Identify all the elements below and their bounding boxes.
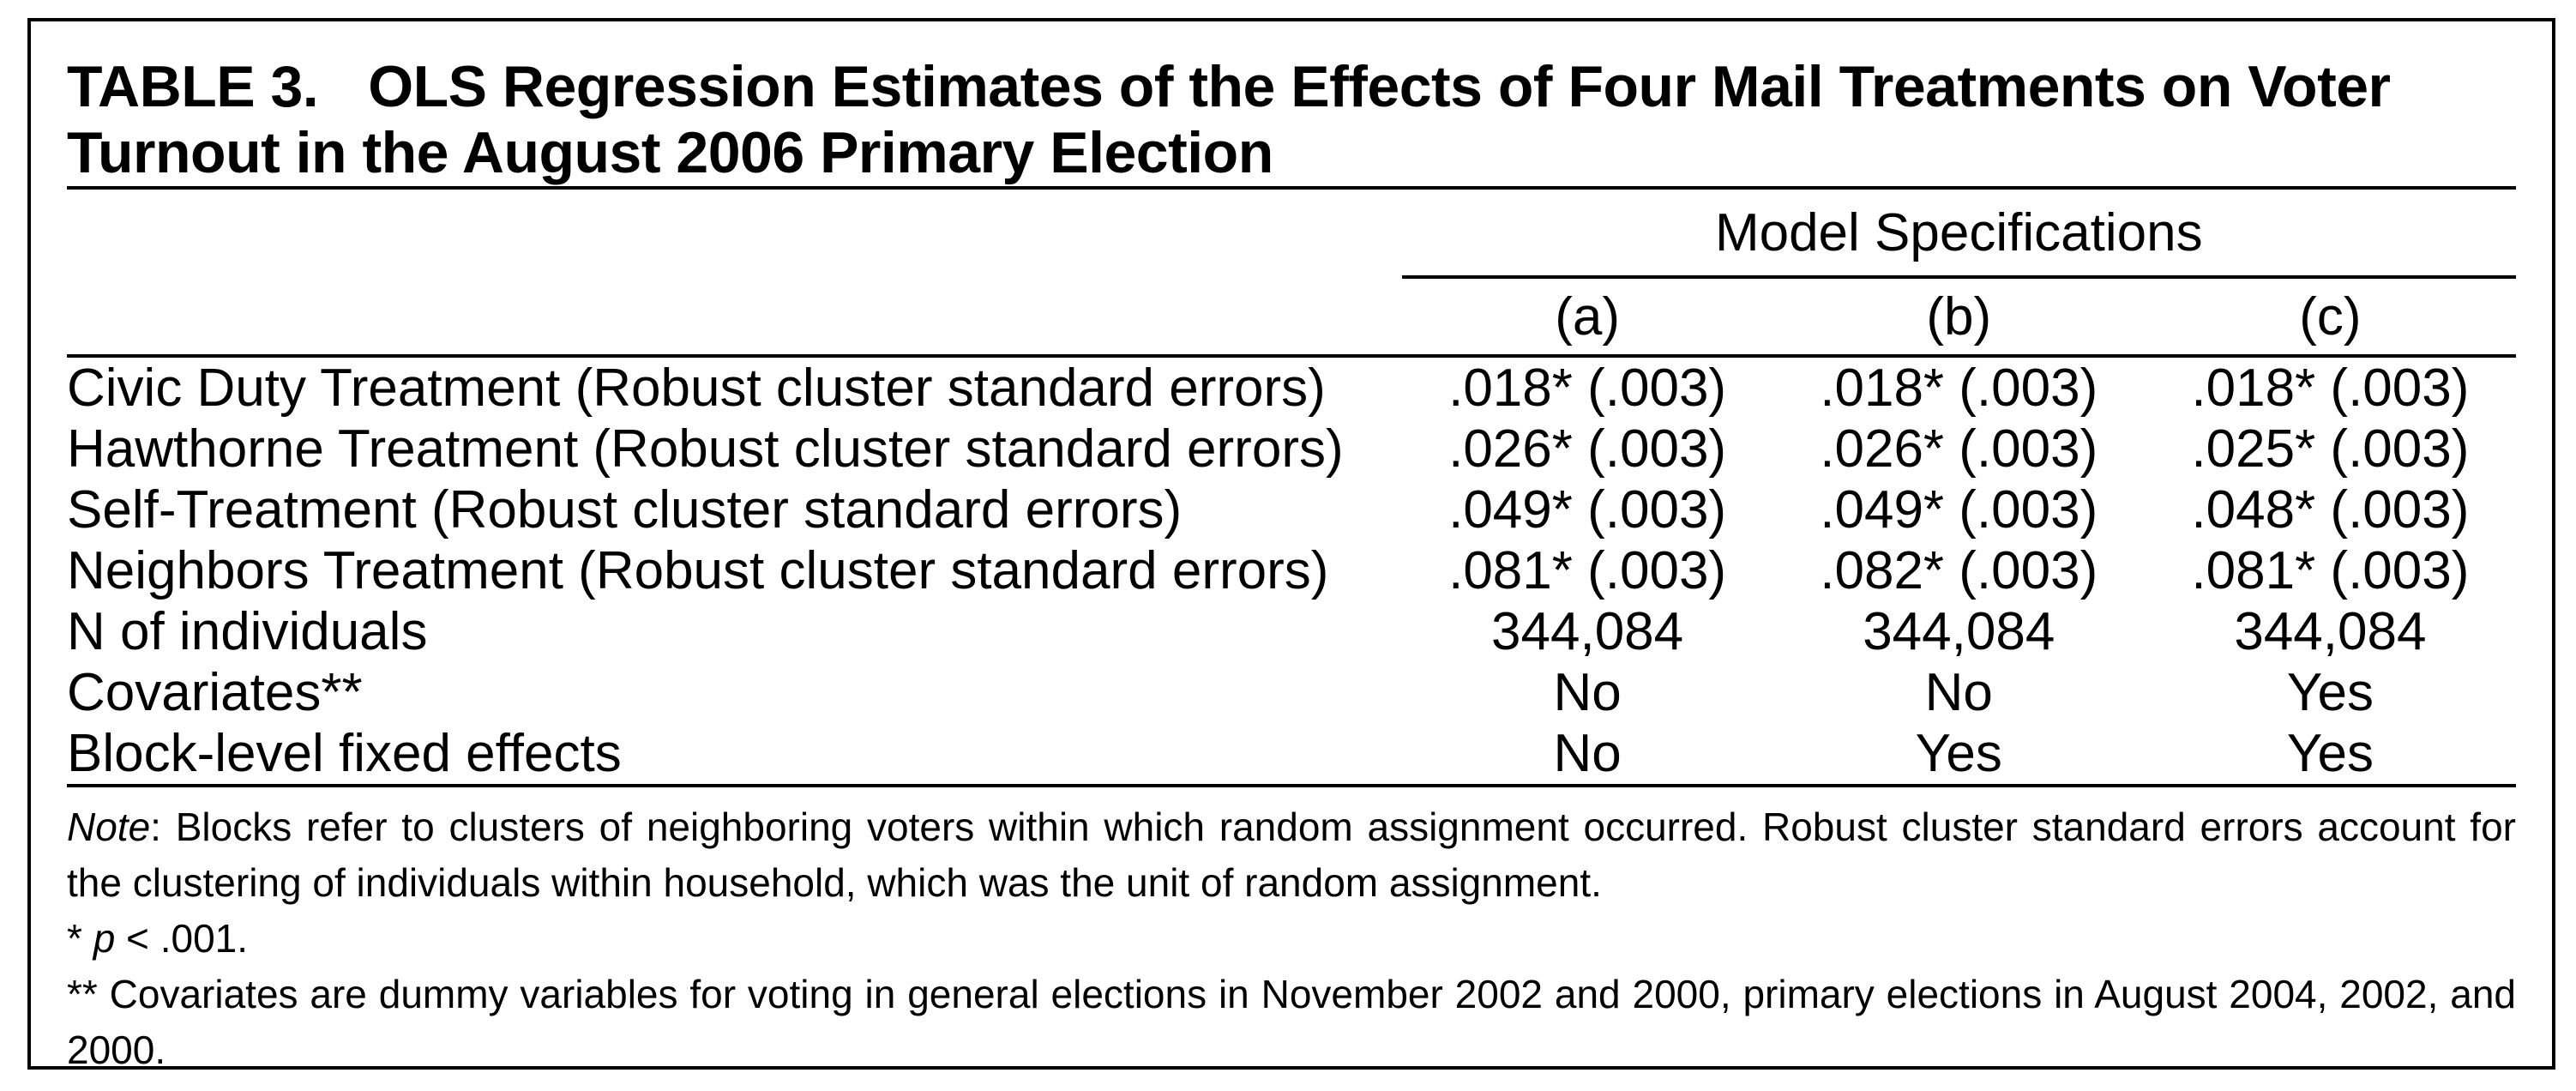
significance-star: * (67, 916, 93, 961)
table-frame (27, 18, 2555, 1070)
table-row-n-individuals (67, 601, 2516, 662)
cell-value: .026* (.003) (1448, 419, 1727, 479)
table-row-covariates (67, 662, 2516, 723)
table-row-hawthorne (67, 419, 2516, 479)
table-row-block-fixed-effects (67, 723, 2516, 786)
cell-value: 344,084 (2234, 602, 2427, 661)
column-header-spacer (67, 277, 1402, 356)
table-row-self (67, 479, 2516, 540)
spanner-label: Model Specifications (1402, 190, 2516, 277)
cell-value: .049* (.003) (1820, 480, 2098, 539)
significance-note (67, 911, 2516, 967)
row-label: Block-level fixed effects (67, 723, 1402, 786)
row-label: Civic Duty Treatment (Robust cluster standard errors) (67, 359, 1326, 418)
note-paragraph (67, 799, 2516, 911)
cell-value: .081* (.003) (1448, 541, 1727, 600)
cell-value: No (1553, 663, 1622, 722)
row-label: N of individuals (67, 602, 428, 661)
table-row-neighbors (67, 540, 2516, 601)
cell-value: .018* (.003) (1448, 359, 1727, 418)
cell-value: No (1924, 663, 1993, 722)
covariates-note: ** Covariates are dummy variables for voting in general elections in November 2002 and 2000, primary elections in August 2004, 2002, and 2000. (67, 972, 2516, 1072)
column-header-c: (c) (2145, 277, 2516, 356)
cell-value: .048* (.003) (2191, 480, 2470, 539)
significance-threshold: < .001. (115, 916, 249, 961)
table-title-line2: Turnout in the August 2006 Primary Election (67, 120, 1273, 185)
cell-value: .018* (.003) (1820, 359, 2098, 418)
cell-value: 344,084 (1491, 602, 1684, 661)
cell-value: Yes (2145, 723, 2516, 786)
row-label: Hawthorne Treatment (Robust cluster standard errors) (67, 419, 1344, 479)
cell-value: .018* (.003) (2191, 359, 2470, 418)
cell-value: .025* (.003) (2191, 419, 2470, 479)
cell-value: Yes (2286, 663, 2374, 722)
regression-table (67, 190, 2516, 787)
row-label: Neighbors Treatment (Robust cluster standard errors) (67, 541, 1329, 600)
cell-value: No (1402, 723, 1773, 786)
spanner-row (67, 190, 2516, 277)
spanner-spacer (67, 190, 1402, 277)
table-row-civic-duty (67, 356, 2516, 419)
cell-value: .049* (.003) (1448, 480, 1727, 539)
column-header-b: (b) (1773, 277, 2145, 356)
table-title-line1: OLS Regression Estimates of the Effects of Four Mail Treatments on Voter (368, 54, 2391, 119)
table-title (67, 21, 2516, 190)
cell-value: Yes (1773, 723, 2145, 786)
significance-p: p (93, 916, 116, 961)
cell-value: .081* (.003) (2191, 541, 2470, 600)
row-label: Self-Treatment (Robust cluster standard errors) (67, 480, 1183, 539)
cell-value: .026* (.003) (1820, 419, 2098, 479)
note-text: : Blocks refer to clusters of neighboring voters within which random assignment occurred. Robust cluster standard errors account for the clustering of individuals within household, which was the unit of random assignment. (67, 805, 2516, 905)
column-header-a: (a) (1402, 277, 1773, 356)
table-notes (67, 787, 2516, 1078)
table-number-label: TABLE 3. (67, 54, 319, 119)
note-word: Note (67, 805, 151, 849)
cell-value: .082* (.003) (1820, 541, 2098, 600)
column-header-row (67, 277, 2516, 356)
cell-value: 344,084 (1863, 602, 2055, 661)
row-label: Covariates** (67, 663, 363, 722)
